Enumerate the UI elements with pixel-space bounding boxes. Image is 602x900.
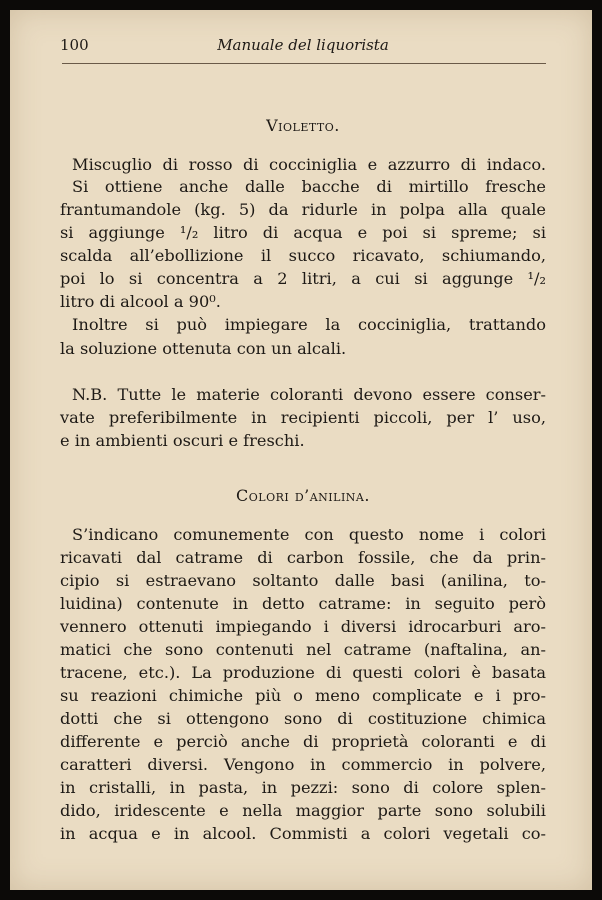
text-line: cipio si estraevano soltanto dalle basi (anilina, to- <box>60 571 546 590</box>
note-line: e in ambienti oscuri e freschi. <box>60 431 305 450</box>
text-line: dotti che si ottengono sono di costituzione chimica <box>60 709 546 728</box>
note-line: vate preferibilmente in recipienti piccoli, per l’ uso, <box>60 408 546 427</box>
text-line: su reazioni chimiche più o meno complicate e i pro- <box>60 686 546 705</box>
text-line: la soluzione ottenuta con un alcali. <box>60 339 347 358</box>
text-line: vennero ottenuti impiegando i diversi idrocarburi aro- <box>60 617 546 636</box>
section-title-violetto: Violetto. <box>266 116 340 135</box>
text-line: Miscuglio di rosso di cocciniglia e azzurro di indaco. <box>72 155 546 174</box>
header-rule <box>62 63 546 64</box>
text-line: in acqua e in alcool. Commisti a colori vegetali co- <box>60 824 546 843</box>
running-header <box>60 36 546 58</box>
text-line: litro di alcool a 90⁰. <box>60 292 221 311</box>
text-line: ricavati dal catrame di carbon fossile, che da prin- <box>60 548 546 567</box>
text-line: S’indicano comunemente con questo nome i colori <box>72 525 546 544</box>
text-line: matici che sono contenuti nel catrame (naftalina, an- <box>60 640 546 659</box>
text-line: frantumandole (kg. 5) da ridurle in polpa alla quale <box>60 200 546 219</box>
text-line: scalda all’ebollizione il succo ricavato, schiumando, <box>60 246 546 265</box>
text-line: si aggiunge ¹/₂ litro di acqua e poi si spreme; si <box>60 223 546 242</box>
text-line: poi lo si concentra a 2 litri, a cui si aggunge ¹/₂ <box>60 269 546 288</box>
page-number: 100 <box>60 36 89 54</box>
text-line: caratteri diversi. Vengono in commercio in polvere, <box>60 755 546 774</box>
text-line: in cristalli, in pasta, in pezzi: sono di colore splen- <box>60 778 546 797</box>
text-line: Inoltre si può impiegare la cocciniglia, trattando <box>72 315 546 334</box>
text-line: luidina) contenute in detto catrame: in seguito però <box>60 594 546 613</box>
note-line: N.B. Tutte le materie coloranti devono essere conser- <box>72 385 546 404</box>
running-title: Manuale del liquorista <box>217 36 389 54</box>
text-line: tracene, etc.). La produzione di questi colori è basata <box>60 663 546 682</box>
text-line: Si ottiene anche dalle bacche di mirtillo fresche <box>72 177 546 196</box>
text-line: dido, iridescente e nella maggior parte sono solubili <box>60 801 546 820</box>
section-title-colori-anilina: Colori d’anilina. <box>236 486 370 505</box>
book-page <box>10 10 592 890</box>
text-line: differente e perciò anche di proprietà coloranti e di <box>60 732 546 751</box>
